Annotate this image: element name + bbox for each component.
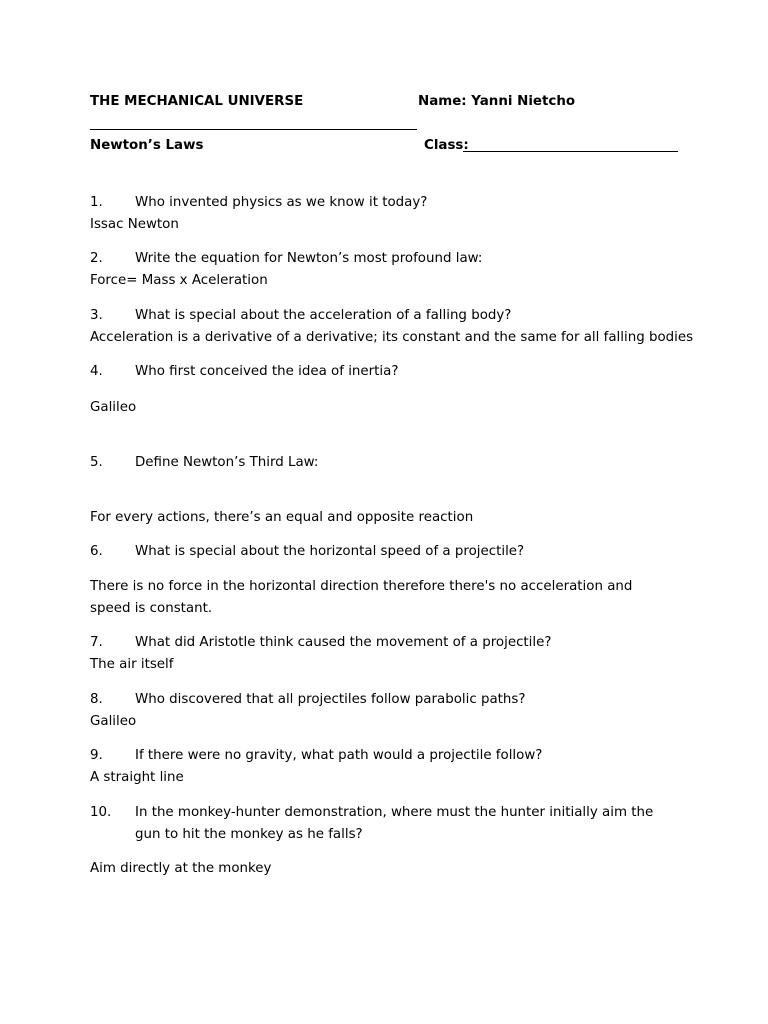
answer-text: The air itself xyxy=(90,657,174,672)
question-text: Who invented physics as we know it today? xyxy=(135,195,428,210)
name-label: Name: Yanni Nietcho xyxy=(418,94,576,109)
question-number: 6. xyxy=(90,544,103,559)
answer-text: Force= Mass x Aceleration xyxy=(90,273,268,288)
question-number: 10. xyxy=(90,805,112,820)
answer-text: Galileo xyxy=(90,714,137,729)
question-text: What is special about the horizontal speed of a projectile? xyxy=(135,544,525,559)
class-label: Class: xyxy=(424,138,469,153)
question-number: 3. xyxy=(90,308,103,323)
question-number: 9. xyxy=(90,748,103,763)
answer-text: Acceleration is a derivative of a derivative; its constant and the same for all falling bodies xyxy=(90,330,694,345)
answer-text: For every actions, there’s an equal and opposite reaction xyxy=(90,510,474,525)
question-number: 4. xyxy=(90,364,103,379)
question-number: 8. xyxy=(90,692,103,707)
question-number: 1. xyxy=(90,195,103,210)
question-text: Who first conceived the idea of inertia? xyxy=(135,364,399,379)
answer-text: Issac Newton xyxy=(90,217,179,232)
answer-text: Galileo xyxy=(90,400,137,415)
question-number: 7. xyxy=(90,635,103,650)
question-text: What did Aristotle think caused the movement of a projectile? xyxy=(135,635,552,650)
answer-text: There is no force in the horizontal direction therefore there's no acceleration and speed is constant. xyxy=(90,579,633,616)
document-subtitle: Newton’s Laws xyxy=(90,138,204,153)
question-text: If there were no gravity, what path would a projectile follow? xyxy=(135,748,543,763)
title-underline xyxy=(90,129,417,130)
answer-text: Aim directly at the monkey xyxy=(90,861,272,876)
question-text: What is special about the acceleration of a falling body? xyxy=(135,308,512,323)
document-title: THE MECHANICAL UNIVERSE xyxy=(90,94,304,109)
question-text: Who discovered that all projectiles follow parabolic paths? xyxy=(135,692,526,707)
question-number: 5. xyxy=(90,455,103,470)
question-text: Write the equation for Newton’s most profound law: xyxy=(135,251,483,266)
question-number: 2. xyxy=(90,251,103,266)
class-blank-line xyxy=(463,151,678,152)
question-text: Define Newton’s Third Law: xyxy=(135,455,319,470)
question-text: In the monkey-hunter demonstration, where must the hunter initially aim the gun to hit the monkey as he falls? xyxy=(135,805,654,842)
answer-text: A straight line xyxy=(90,770,184,785)
